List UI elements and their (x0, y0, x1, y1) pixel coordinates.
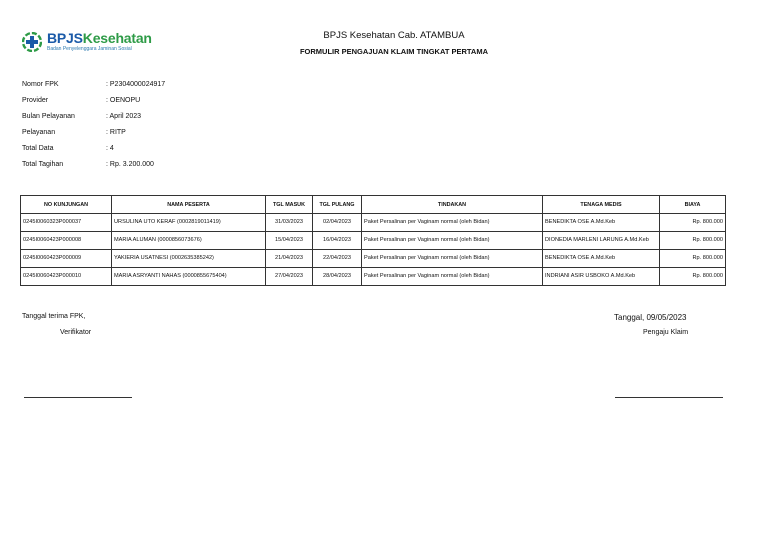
claimant-label: Pengaju Klaim (643, 329, 689, 336)
info-label: Nomor FPK (22, 81, 59, 88)
claims-table (20, 195, 726, 286)
info-label: Total Data (22, 145, 54, 152)
cell-procedure: Paket Persalinan per Vaginam normal (oleh Bidan) (362, 232, 543, 250)
cell-admit-date: 21/04/2023 (266, 250, 313, 268)
cell-procedure: Paket Persalinan per Vaginam normal (oleh Bidan) (362, 214, 543, 232)
form-title: FORMULIR PENGAJUAN KLAIM TINGKAT PERTAMA (299, 47, 489, 56)
info-value: : RITP (106, 129, 126, 136)
cell-medical-staff: INDRIANI ASIR USBOKO A.Md.Keb (543, 268, 660, 286)
col-header-procedure: TINDAKAN (362, 196, 543, 214)
cell-cost: Rp. 800.000 (660, 268, 726, 286)
col-header-cost: BIAYA (660, 196, 726, 214)
cell-procedure: Paket Persalinan per Vaginam normal (oleh Bidan) (362, 268, 543, 286)
cell-discharge-date: 28/04/2023 (313, 268, 362, 286)
cell-admit-date: 15/04/2023 (266, 232, 313, 250)
cell-medical-staff: BENEDIKTA OSE A.Md.Keb (543, 250, 660, 268)
info-value: : P2304000024917 (106, 81, 166, 88)
cell-participant: MARIA ASRYANTI NAHAS (0000855675404) (112, 268, 266, 286)
logo-kesehatan-text: Kesehatan (82, 30, 152, 46)
received-date-label: Tanggal terima FPK, (22, 313, 86, 320)
cell-participant: MARIA ALUMAN (0000856073676) (112, 232, 266, 250)
info-value: : Rp. 3.200.000 (106, 161, 154, 168)
cell-participant: URSULINA UTO KERAF (0002819011419) (112, 214, 266, 232)
logo-tagline: Badan Penyelenggara Jaminan Sosial (47, 46, 132, 52)
cell-visit-no: 0245I0060423P000009 (21, 250, 112, 268)
cell-medical-staff: DIONEDIA MARLENI LARUNG A.Md.Keb (543, 232, 660, 250)
cell-cost: Rp. 800.000 (660, 214, 726, 232)
info-label: Bulan Pelayanan (22, 113, 75, 120)
info-value: : OENOPU (106, 97, 141, 104)
info-label: Pelayanan (22, 129, 56, 136)
table-row (21, 250, 726, 268)
verifier-label: Verifikator (60, 329, 92, 336)
table-row (21, 214, 726, 232)
claimant-signature-line (615, 397, 723, 398)
page-title: BPJS Kesehatan Cab. ATAMBUA (323, 30, 465, 41)
col-header-participant: NAMA PESERTA (112, 196, 266, 214)
cell-visit-no: 0245I0060423P000008 (21, 232, 112, 250)
submission-date: Tanggal, 09/05/2023 (614, 313, 687, 322)
col-header-admit-date: TGL MASUK (266, 196, 313, 214)
col-header-visit-no: NO KUNJUNGAN (21, 196, 112, 214)
info-value: : 4 (106, 145, 114, 152)
info-label: Total Tagihan (22, 161, 64, 168)
cell-admit-date: 31/03/2023 (266, 214, 313, 232)
cell-discharge-date: 22/04/2023 (313, 250, 362, 268)
table-row (21, 268, 726, 286)
info-label: Provider (22, 97, 49, 104)
logo-bpjs-text: BPJS (47, 30, 83, 46)
table-row (21, 232, 726, 250)
cell-visit-no: 0245I0060323P000037 (21, 214, 112, 232)
cell-discharge-date: 02/04/2023 (313, 214, 362, 232)
cell-medical-staff: BENEDIKTA OSE A.Md.Keb (543, 214, 660, 232)
cell-participant: YAKIERIA USATNESI (0002635385242) (112, 250, 266, 268)
cell-discharge-date: 16/04/2023 (313, 232, 362, 250)
cell-admit-date: 27/04/2023 (266, 268, 313, 286)
cell-cost: Rp. 800.000 (660, 250, 726, 268)
cell-visit-no: 0245I0060423P000010 (21, 268, 112, 286)
col-header-discharge-date: TGL PULANG (313, 196, 362, 214)
info-value: : April 2023 (106, 113, 142, 120)
col-header-medical-staff: TENAGA MEDIS (543, 196, 660, 214)
verifier-signature-line (24, 397, 132, 398)
cell-procedure: Paket Persalinan per Vaginam normal (oleh Bidan) (362, 250, 543, 268)
table-header-row (21, 196, 726, 214)
cell-cost: Rp. 800.000 (660, 232, 726, 250)
